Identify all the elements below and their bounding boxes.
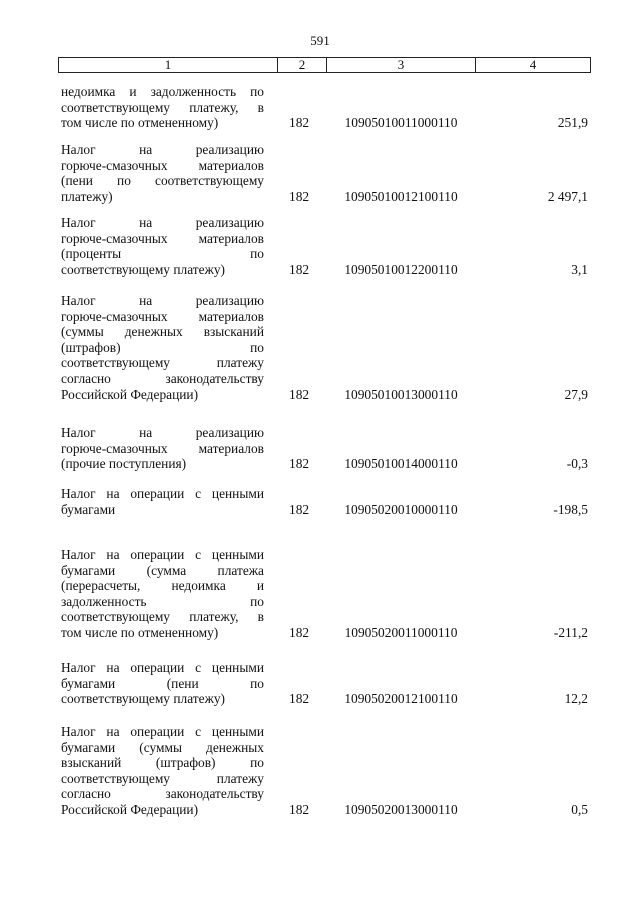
amount: 3,1 <box>571 261 588 277</box>
description-line: платежу) <box>61 188 113 204</box>
table-row <box>0 486 640 517</box>
description-line: горюче-смазочных материалов <box>61 157 264 173</box>
description-line: Налог на реализацию <box>61 142 264 157</box>
table-row <box>0 425 640 472</box>
description-line: бумагами (сумма платежа <box>61 562 264 578</box>
budget-code: 10905020010000110 <box>344 501 458 517</box>
description-line: Налог на операции с ценными <box>61 547 264 562</box>
table-row <box>0 215 640 277</box>
admin-code: 182 <box>289 261 310 277</box>
table-row <box>0 660 640 707</box>
header-col-3: 3 <box>326 58 475 72</box>
row-description <box>61 660 264 707</box>
table-row <box>0 142 640 204</box>
row-description <box>61 547 264 641</box>
description-line: соответствующему платежу) <box>61 261 225 277</box>
amount: -211,2 <box>553 625 588 640</box>
header-col-1: 1 <box>164 57 172 72</box>
admin-code: 182 <box>289 691 310 707</box>
description-line: согласно законодательству <box>61 370 264 386</box>
description-line: недоимка и задолженность по <box>61 84 264 99</box>
table-header <box>58 57 591 73</box>
budget-code: 10905020011000110 <box>344 625 458 640</box>
budget-code: 10905010014000110 <box>344 456 458 472</box>
table-row <box>0 84 640 131</box>
description-line: Налог на операции с ценными <box>61 724 264 739</box>
admin-code: 182 <box>289 802 310 817</box>
admin-code: 182 <box>289 188 310 204</box>
budget-code: 10905020013000110 <box>344 802 458 817</box>
description-line: Налог на реализацию <box>61 425 264 440</box>
description-line: (проценты по <box>61 246 264 262</box>
admin-code: 182 <box>289 115 310 131</box>
admin-code: 182 <box>289 501 310 517</box>
description-line: Налог на операции с ценными <box>61 660 264 675</box>
amount: 0,5 <box>571 802 588 817</box>
amount: -198,5 <box>553 501 588 517</box>
description-line: соответствующему платежу, в <box>61 99 264 115</box>
budget-code: 10905010012100110 <box>344 188 458 204</box>
header-col-2: 2 <box>277 58 326 72</box>
admin-code: 182 <box>289 386 310 402</box>
row-description <box>61 215 264 277</box>
page-number: 591 <box>310 33 330 48</box>
description-line: (штрафов) по <box>61 339 264 355</box>
description-line: (прочие поступления) <box>61 456 187 472</box>
description-line: Российской Федерации) <box>61 801 199 817</box>
description-line: бумагами (пени по <box>61 675 264 691</box>
admin-code: 182 <box>289 456 310 472</box>
row-description <box>61 84 264 131</box>
description-line: соответствующему платежу <box>61 770 264 786</box>
description-line: соответствующему платежу <box>61 355 264 371</box>
row-description <box>61 293 264 402</box>
description-line: горюче-смазочных материалов <box>61 308 264 324</box>
description-line: соответствующему платежу, в <box>61 609 264 625</box>
amount: 12,2 <box>564 691 588 707</box>
row-description <box>61 724 264 818</box>
amount: 2 497,1 <box>547 188 588 204</box>
description-line: Налог на реализацию <box>61 215 264 230</box>
description-line: Российской Федерации) <box>61 386 199 402</box>
admin-code: 182 <box>289 625 310 640</box>
description-line: горюче-смазочных материалов <box>61 440 264 456</box>
description-line: бумагами <box>61 501 116 517</box>
row-description <box>61 142 264 204</box>
description-line: согласно законодательству <box>61 786 264 802</box>
description-line: бумагами (суммы денежных <box>61 739 264 755</box>
budget-code: 10905010013000110 <box>344 386 458 402</box>
amount: -0,3 <box>566 456 588 472</box>
description-line: Налог на реализацию <box>61 293 264 308</box>
row-description <box>61 486 264 517</box>
description-line: том числе по отмененному) <box>61 115 219 131</box>
description-line: взысканий (штрафов) по <box>61 755 264 771</box>
description-line: (пени по соответствующему <box>61 173 264 189</box>
description-line: соответствующему платежу) <box>61 691 225 707</box>
description-line: (перерасчеты, недоимка и <box>61 578 264 594</box>
table-row <box>0 724 640 818</box>
amount: 251,9 <box>557 115 588 131</box>
row-description <box>61 425 264 472</box>
header-col-4: 4 <box>475 58 590 72</box>
amount: 27,9 <box>564 386 588 402</box>
budget-code: 10905010011000110 <box>344 115 458 131</box>
description-line: задолженность по <box>61 593 264 609</box>
description-line: горюче-смазочных материалов <box>61 230 264 246</box>
description-line: Налог на операции с ценными <box>61 486 264 501</box>
budget-code: 10905020012100110 <box>344 691 458 707</box>
budget-code: 10905010012200110 <box>344 261 458 277</box>
table-row <box>0 293 640 402</box>
description-line: (суммы денежных взысканий <box>61 324 264 340</box>
table-row <box>0 547 640 641</box>
description-line: том числе по отмененному) <box>61 624 219 640</box>
